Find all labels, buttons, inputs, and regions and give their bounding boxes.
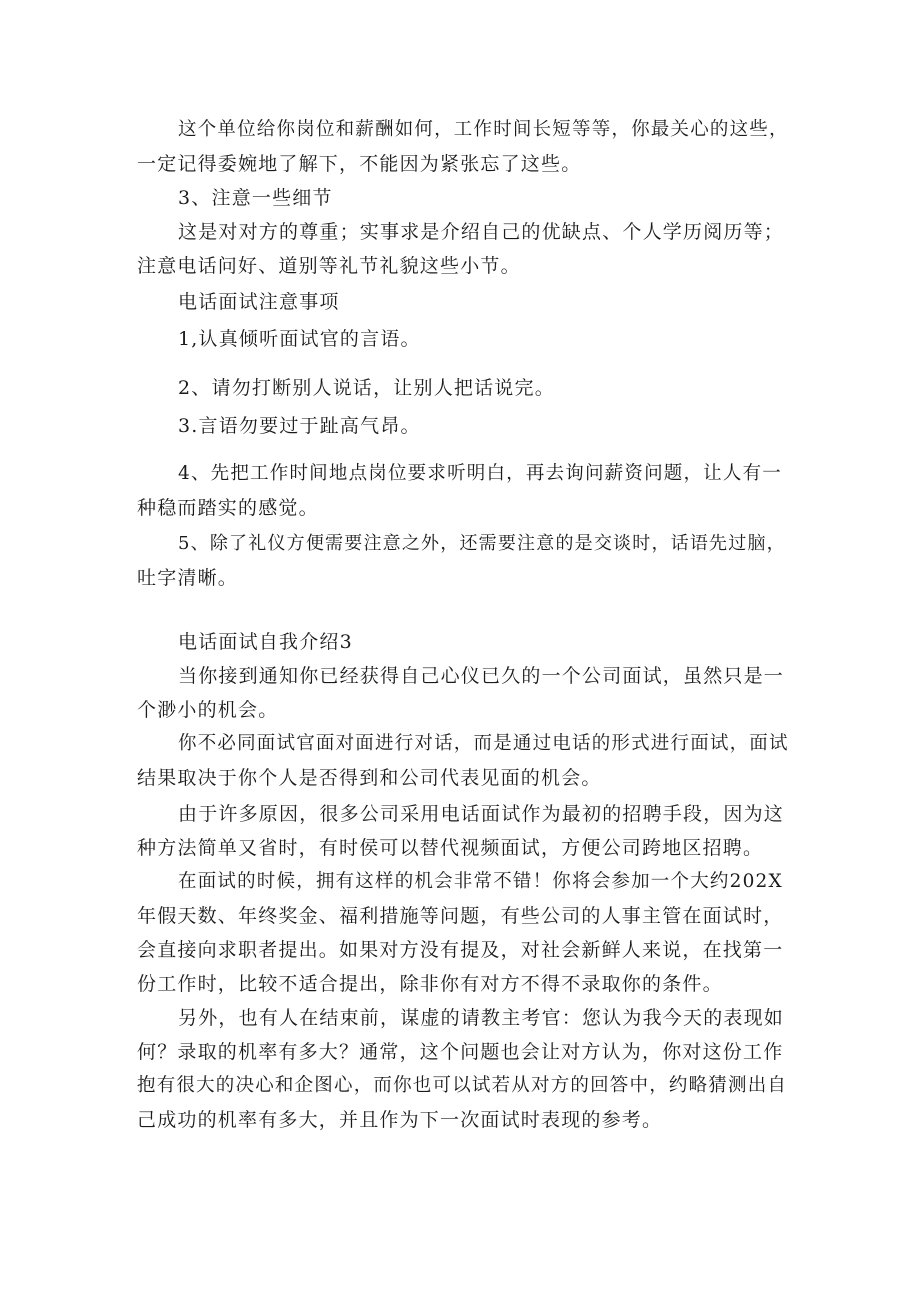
paragraph-line: 你不必同面试官面对面进行对话，而是通过电话的形式进行面试，面试 xyxy=(178,733,789,754)
paragraph-line: 结果取决于你个人是否得到和公司代表见面的机会。 xyxy=(137,767,602,789)
list-item: 3.言语勿要过于趾高气昂。 xyxy=(178,415,421,437)
paragraph-line: 在面试的时候，拥有这样的机会非常不错！你将会参加一个大约202X xyxy=(178,871,783,892)
list-item: 2、请勿打断别人说话，让别人把话说完。 xyxy=(178,377,555,399)
paragraph-line: 注意电话问好、道别等礼节礼貌这些小节。 xyxy=(137,255,521,277)
paragraph-line: 这个单位给你岗位和薪酬如何，工作时间长短等等，你最关心的这些， xyxy=(178,119,789,140)
section-heading: 3、注意一些细节 xyxy=(178,187,333,209)
section-heading: 电话面试自我介绍3 xyxy=(178,631,353,653)
paragraph-line: 会直接向求职者提出。如果对方没有提及，对社会新鲜人来说，在找第一 xyxy=(137,939,784,961)
paragraph-line: 何？录取的机率有多大？通常，这个问题也会让对方认为，你对这份工作 xyxy=(137,1041,784,1063)
paragraph-line: 这是对对方的尊重；实事求是介绍自己的优缺点、个人学历阅历等； xyxy=(178,221,785,243)
paragraph-line: 份工作时，比较不适合提出，除非你有对方不得不录取你的条件。 xyxy=(137,973,723,995)
paragraph-line: 己成功的机率有多大，并且作为下一次面试时表现的参考。 xyxy=(137,1109,663,1131)
paragraph-line: 另外，也有人在结束前，谋虚的请教主考官：您认为我今天的表现如 xyxy=(178,1007,785,1029)
paragraph-line: 由于许多原因，很多公司采用电话面试作为最初的招聘手段，因为这 xyxy=(178,803,785,825)
paragraph-line: 个渺小的机会。 xyxy=(137,699,279,721)
paragraph-line: 当你接到通知你已经获得自己心仪已久的一个公司面试，虽然只是一 xyxy=(178,665,785,687)
list-item: 5、除了礼仪方便需要注意之外，还需要注意的是交谈时，话语先过脑， xyxy=(178,533,786,554)
paragraph-line: 年假天数、年终奖金、福利措施等问题，有些公司的人事主管在面试时， xyxy=(137,905,784,927)
list-item: 1,认真倾听面试官的言语。 xyxy=(178,328,421,350)
paragraph-line: 抱有很大的决心和企图心，而你也可以试若从对方的回答中，约略猜测出自 xyxy=(137,1075,788,1096)
section-heading: 电话面试注意事项 xyxy=(178,291,340,313)
list-item-continuation: 种稳而踏实的感觉。 xyxy=(137,497,319,519)
list-item: 4、先把工作时间地点岗位要求听明白，再去询问薪资问题，让人有一 xyxy=(178,463,782,484)
paragraph-line: 种方法简单又省时，有时侯可以替代视频面试，方便公司跨地区招聘。 xyxy=(137,837,764,859)
paragraph-line: 一定记得委婉地了解下，不能因为紧张忘了这些。 xyxy=(137,153,582,175)
list-item-continuation: 吐字清晰。 xyxy=(137,567,239,589)
